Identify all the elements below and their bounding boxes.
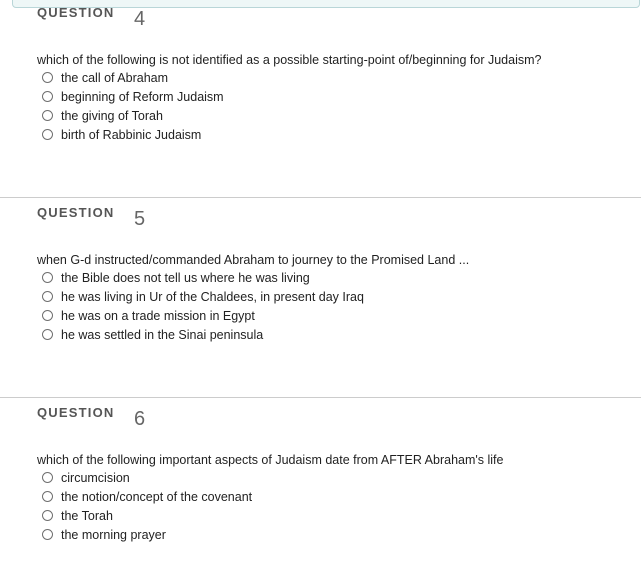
option-label: birth of Rabbinic Judaism [61,127,202,142]
radio-button[interactable] [42,291,53,302]
radio-button[interactable] [42,91,53,102]
radio-button[interactable] [42,129,53,140]
option-label: he was on a trade mission in Egypt [61,308,255,323]
radio-button[interactable] [42,472,53,483]
question-text: which of the following important aspects of Judaism date from AFTER Abraham's life [37,453,504,467]
radio-button[interactable] [42,72,53,83]
option-label: the Bible does not tell us where he was living [61,270,310,285]
radio-button[interactable] [42,272,53,283]
question-number: 6 [134,408,146,430]
option-covenant[interactable] [42,487,252,506]
option-label: the giving of Torah [61,108,163,123]
option-circumcision[interactable] [42,468,130,487]
radio-button[interactable] [42,110,53,121]
option-label: the morning prayer [61,527,166,542]
option-reform-judaism[interactable] [42,87,224,106]
option-label: the call of Abraham [61,70,169,85]
question-text: which of the following is not identified as a possible starting-point of/beginning for Judaism? [37,53,542,67]
radio-button[interactable] [42,529,53,540]
section-divider [0,397,641,398]
option-torah[interactable] [42,506,113,525]
question-text: when G-d instructed/commanded Abraham to journey to the Promised Land ... [37,253,470,267]
section-divider [0,197,641,198]
question-number: 5 [134,208,146,230]
question-label: QUESTION [37,205,115,220]
option-label: beginning of Reform Judaism [61,89,224,104]
option-giving-of-torah[interactable] [42,106,163,125]
option-label: he was living in Ur of the Chaldees, in present day Iraq [61,289,364,304]
option-call-of-abraham[interactable] [42,68,168,87]
option-morning-prayer[interactable] [42,525,166,544]
option-label: he was settled in the Sinai peninsula [61,327,264,342]
radio-button[interactable] [42,491,53,502]
option-bible-does-not-tell[interactable] [42,268,310,287]
option-label: circumcision [61,470,130,485]
radio-button[interactable] [42,510,53,521]
radio-button[interactable] [42,310,53,321]
option-rabbinic-judaism[interactable] [42,125,201,144]
option-label: the notion/concept of the covenant [61,489,253,504]
option-label: the Torah [61,508,113,523]
question-label: QUESTION [37,405,115,420]
question-number: 4 [134,8,146,30]
option-trade-mission-egypt[interactable] [42,306,255,325]
question-label: QUESTION [37,5,115,20]
radio-button[interactable] [42,329,53,340]
option-ur-of-chaldees[interactable] [42,287,364,306]
option-sinai-peninsula[interactable] [42,325,263,344]
